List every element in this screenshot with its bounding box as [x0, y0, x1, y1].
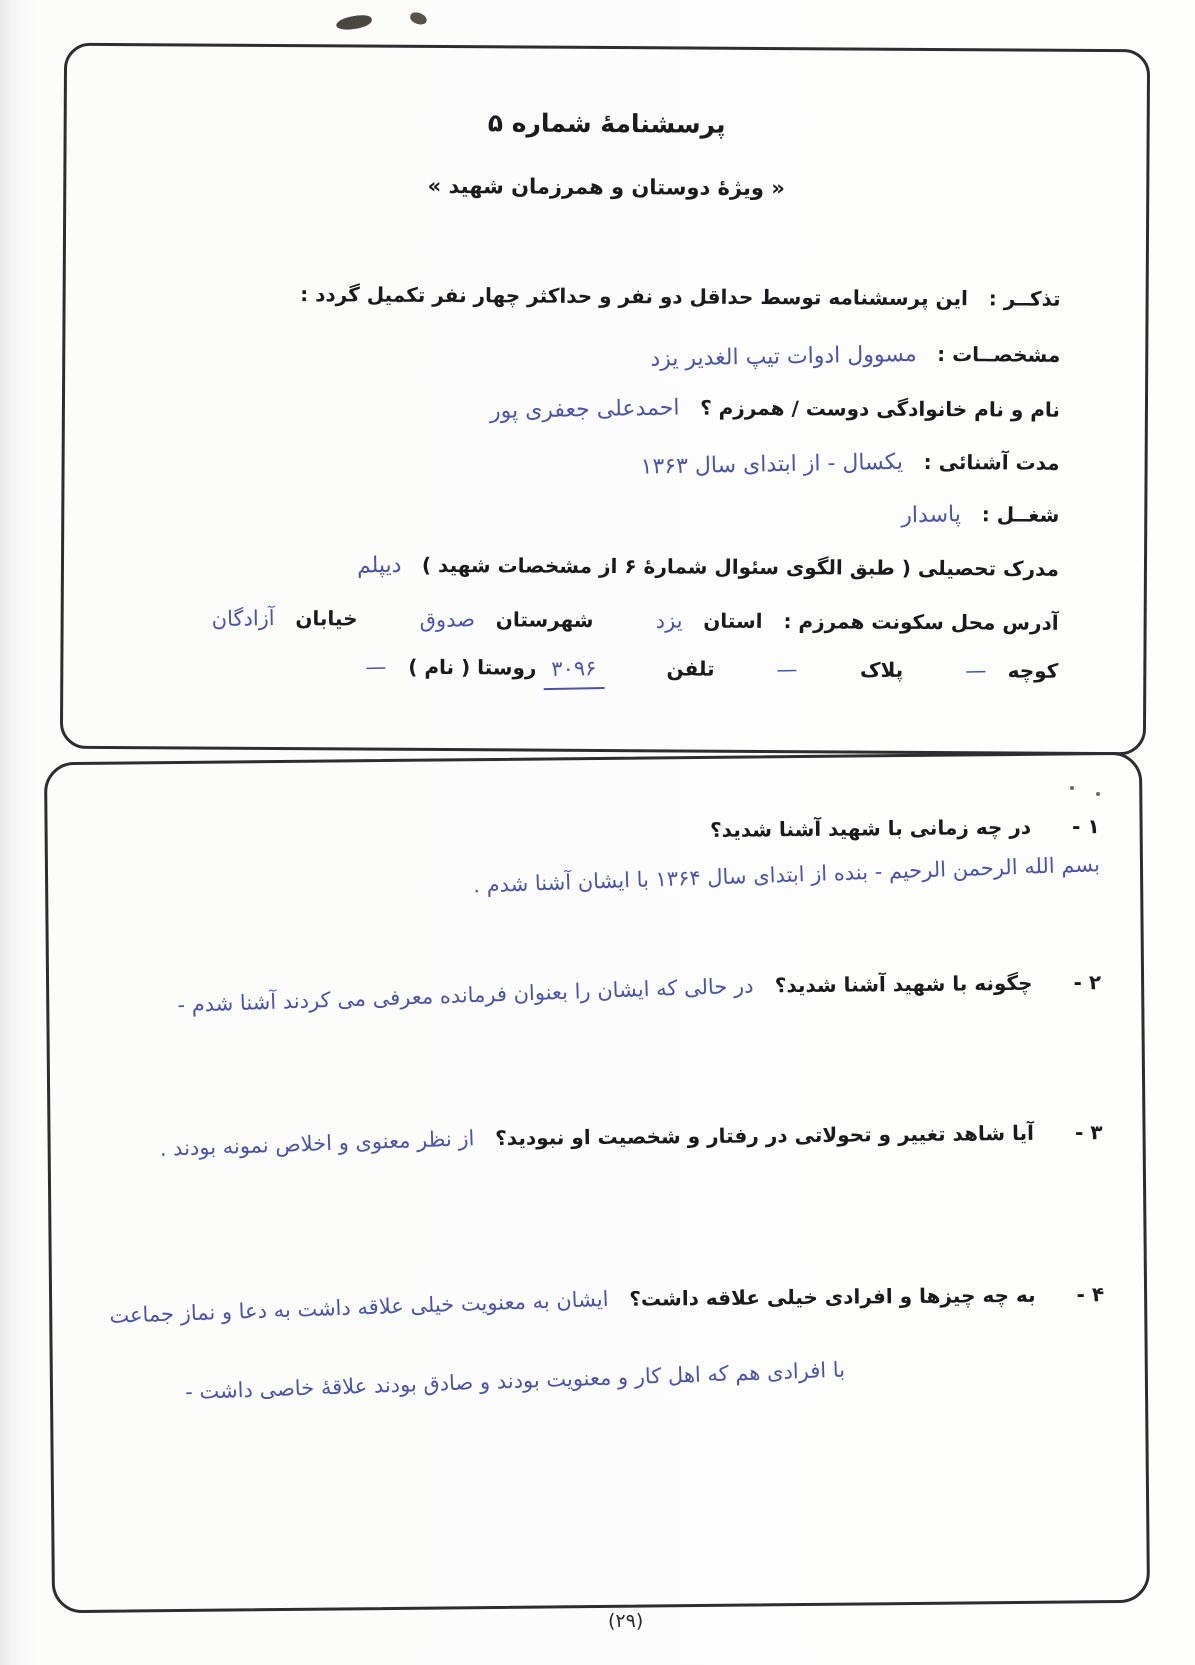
questions-box [44, 752, 1150, 1614]
street-value: آزادگان [211, 605, 275, 632]
note-label: تذکــر : [988, 286, 1061, 311]
field-address [92, 602, 1059, 639]
handwritten-answer: بسم الله الرحمن الرحیم - بنده از ابتدای سال ۱۳۶۴ با ایشان آشنا شدم . [472, 852, 1101, 898]
question-number: ۲ - [1073, 970, 1102, 995]
handwritten-answer: از نظر معنوی و اخلاص نمونه بودند . [159, 1126, 475, 1161]
phone-label: تلفن [666, 656, 715, 681]
field-label: مشخصــات : [937, 342, 1061, 367]
handwritten-answer: در حالی که ایشان را بعنوان فرمانده معرفی می کردند آشنا شدم - [177, 973, 755, 1018]
alley-label: کوچه [1007, 658, 1059, 683]
field-label: مدرک تحصیلی ( طبق الگوی سئوال شمارهٔ ۶ از مشخصات شهید ) [421, 552, 1060, 581]
question-number: ۳ - [1074, 1120, 1103, 1145]
ink-smudge [409, 11, 429, 27]
note-text: این پرسشنامه توسط حداقل دو نفر و حداکثر چهار نفر تکمیل گردد : [300, 282, 968, 311]
handwritten-value: احمدعلی جعفری پور [489, 395, 680, 424]
handwritten-value: مسوول ادوات تیپ الغدیر یزد [649, 341, 917, 372]
question-2 [75, 963, 1102, 1018]
handwritten-answer: ایشان به معنویت خیلی علاقه داشت به دعا و نماز جماعت [108, 1286, 609, 1328]
province-value: یزد [655, 608, 683, 633]
field-friend-name [93, 388, 1060, 427]
question-3 [76, 1113, 1102, 1163]
village-label: روستا ( نام ) [408, 654, 537, 680]
plate-label: پلاک [859, 657, 904, 682]
field-address-line2 [91, 650, 1058, 691]
field-education [92, 547, 1059, 586]
note-row [94, 278, 1061, 314]
handwritten-value: دیپلم [356, 552, 402, 579]
alley-value: — [964, 658, 987, 683]
question-text: آیا شاهد تغییر و تحولاتی در رفتار و شخصیت او نبودید؟ [495, 1120, 1035, 1150]
form-subtitle: « ویژهٔ دوستان و همرزمان شهید » [427, 173, 785, 201]
handwritten-value: پاسدار [901, 502, 962, 529]
question-1 [73, 807, 1101, 898]
question-4 [78, 1275, 1105, 1328]
question-number: ۱ - [1072, 814, 1100, 839]
handwritten-answer: با افرادی هم که اهل کار و معنویت بودند و صادق بودند علاقهٔ خاصی داشت - [184, 1357, 846, 1405]
street-label: خیابان [295, 606, 358, 631]
county-label: شهرستان [495, 607, 594, 632]
field-label: شغــل : [981, 502, 1060, 527]
county-value: صدوق [419, 607, 476, 633]
province-label: استان [703, 608, 763, 633]
form-title: پرسشنامهٔ شماره ۵ [487, 108, 726, 139]
question-text: در چه زمانی با شهید آشنا شدید؟ [709, 814, 1032, 842]
field-label: مدت آشنائی : [923, 449, 1060, 475]
field-acquaintance-duration [93, 441, 1060, 480]
question-number: ۴ - [1076, 1282, 1105, 1307]
page-number: (۲۹) [608, 1610, 644, 1632]
question-4-answer-line2 [93, 1357, 846, 1405]
plate-value: — [776, 657, 799, 682]
phone-value: ۳۰۹۶ [543, 653, 605, 690]
ink-smudge [335, 14, 372, 31]
field-characteristics [93, 333, 1060, 372]
question-text: به چه چیزها و افرادی خیلی علاقه داشت؟ [629, 1282, 1036, 1311]
field-occupation [92, 493, 1059, 532]
address-label: آدرس محل سکونت همرزم : [783, 609, 1059, 635]
header-box [60, 43, 1150, 756]
question-text: چگونه با شهید آشنا شدید؟ [774, 970, 1033, 998]
village-value: — [365, 654, 388, 680]
field-label: نام و نام خانوادگی دوست / همرزم ؟ [700, 395, 1061, 422]
handwritten-value: یکسال - از ابتدای سال ۱۳۶۳ [640, 449, 903, 480]
